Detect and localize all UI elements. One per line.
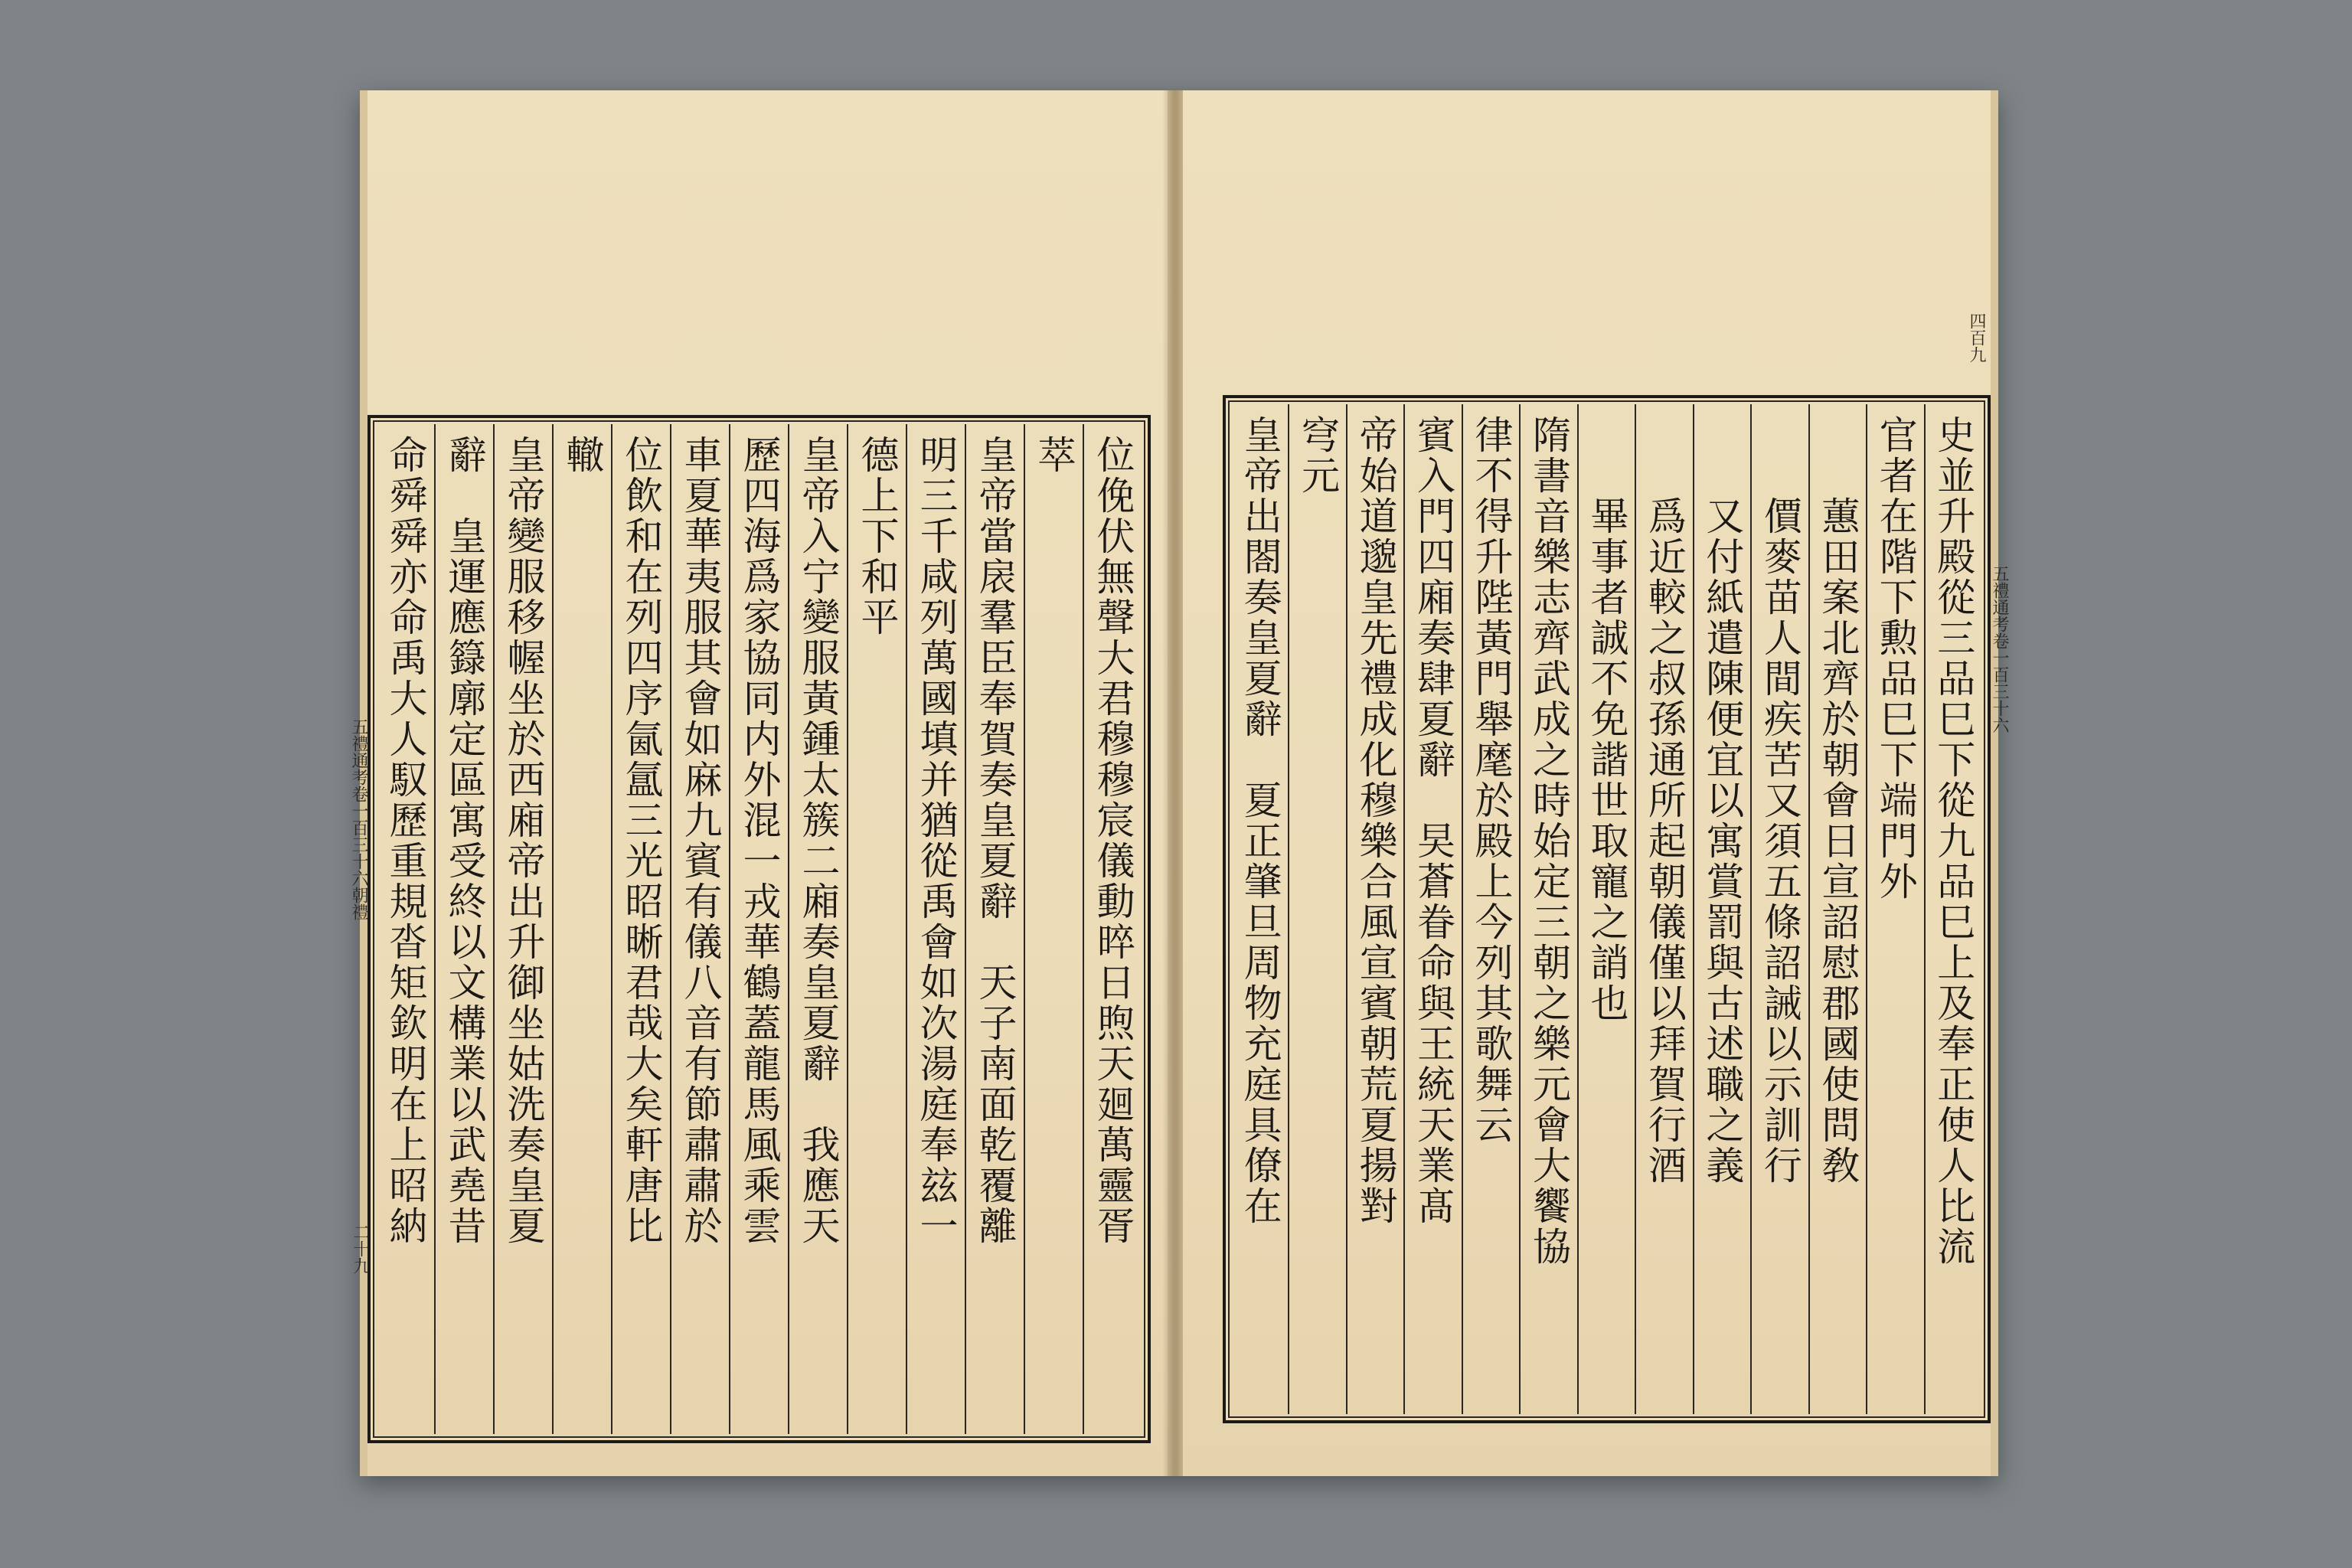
- right-text-columns: [1232, 404, 1981, 1414]
- column-text: 皇帝入宁變服黃鍾太簇二廂奏皇夏辭 我應天: [795, 435, 841, 1246]
- text-column: [1346, 404, 1403, 1414]
- text-column: [1924, 404, 1981, 1414]
- column-text: 律不得升陛黃門舉麾於殿上今列其歌舞云: [1468, 415, 1514, 1145]
- text-column: [1750, 404, 1808, 1414]
- column-text: 位飲和在列四序氤氲三光昭晰君哉大矣軒唐比: [619, 435, 664, 1246]
- text-column: [1024, 424, 1083, 1434]
- text-column: [1519, 404, 1576, 1414]
- text-column: [1462, 404, 1519, 1414]
- column-text: 車夏華夷服其會如麻九賓有儀八音有節肅肅於: [678, 435, 723, 1246]
- text-column: [1635, 404, 1692, 1414]
- text-column: [1232, 404, 1288, 1414]
- column-text: 皇帝當扆羣臣奉賀奏皇夏辭 天子南面乾覆離: [972, 435, 1018, 1246]
- text-column: [1866, 404, 1923, 1414]
- column-text: 萃: [1031, 435, 1076, 475]
- text-column: [1403, 404, 1461, 1414]
- text-column: [729, 424, 788, 1434]
- column-text: 穹元: [1295, 415, 1341, 496]
- text-column: [1693, 404, 1750, 1414]
- column-text: 官者在階下勲品巳下端門外: [1873, 415, 1918, 902]
- column-text: 轍: [560, 435, 605, 475]
- column-text: 史並升殿從三品巳下從九品巳上及奉正使人比流: [1931, 415, 1976, 1267]
- column-text: 又付紙遣陳便宜以寓賞罰與古述職之義: [1700, 415, 1745, 1186]
- text-column: [670, 424, 729, 1434]
- column-text: 價麥苗人間疾苦又須五條詔誡以示訓行: [1757, 415, 1802, 1186]
- column-text: 德上下和平: [854, 435, 900, 638]
- column-text: 辭 皇運應籙廓定區寓受終以文構業以武堯昔: [442, 435, 487, 1246]
- text-column: [1577, 404, 1635, 1414]
- right-folio-number: 四百九: [1967, 312, 1986, 363]
- column-text: 帝始道邈皇先禮成化穆樂合風宣賓朝荒夏揚對: [1353, 415, 1398, 1227]
- left-text-frame: [368, 415, 1151, 1443]
- column-text: 位俛伏無聲大君穆穆宸儀動晬日煦天廻萬靈胥: [1090, 435, 1135, 1246]
- text-column: [1288, 404, 1345, 1414]
- right-margin-title: 五禮通考卷一百三十六: [1990, 565, 2009, 733]
- text-column: [847, 424, 906, 1434]
- left-margin-title: 五禮通考卷一百三十六朝禮: [349, 718, 368, 920]
- text-column: [906, 424, 965, 1434]
- left-text-columns: [377, 424, 1142, 1434]
- text-column: [493, 424, 552, 1434]
- text-column: [552, 424, 611, 1434]
- open-book: [349, 90, 2009, 1476]
- column-text: 畢事者誠不免諧世取寵之誚也: [1584, 415, 1629, 1024]
- text-column: [788, 424, 847, 1434]
- text-column: [434, 424, 493, 1434]
- text-column: [1808, 404, 1866, 1414]
- column-text: 賓入門四廂奏肆夏辭 旲蒼眷命與王統天業髙: [1411, 415, 1456, 1227]
- column-text: 蕙田案北齊於朝會日宣詔慰郡國使問敎: [1815, 415, 1860, 1186]
- column-text: 命舜舜亦命禹大人馭歷重規沓矩欽明在上昭納: [383, 435, 428, 1246]
- text-column: [611, 424, 670, 1434]
- text-column: [1083, 424, 1142, 1434]
- column-text: 明三千咸列萬國填并猶從禹會如次湯庭奉玆一: [913, 435, 959, 1246]
- column-text: 隋書音樂志齊武成之時始定三朝之樂元會大饗協: [1526, 415, 1571, 1267]
- text-column: [377, 424, 434, 1434]
- column-text: 皇帝出閤奏皇夏辭 夏正肇旦周物充庭具僚在: [1237, 415, 1282, 1227]
- text-column: [965, 424, 1024, 1434]
- right-text-frame: [1223, 395, 1991, 1423]
- column-text: 歷四海爲家協同内外混一戎華鶴蓋龍馬風乘雲: [737, 435, 782, 1246]
- column-text: 爲近較之叔孫通所起朝儀僅以拜賀行酒: [1642, 415, 1687, 1186]
- right-page: [1183, 90, 2009, 1476]
- left-folio-number: 二十九: [351, 1223, 370, 1274]
- left-page: [349, 90, 1168, 1476]
- column-text: 皇帝變服移幄坐於西廂帝出升御坐姑洗奏皇夏: [501, 435, 546, 1246]
